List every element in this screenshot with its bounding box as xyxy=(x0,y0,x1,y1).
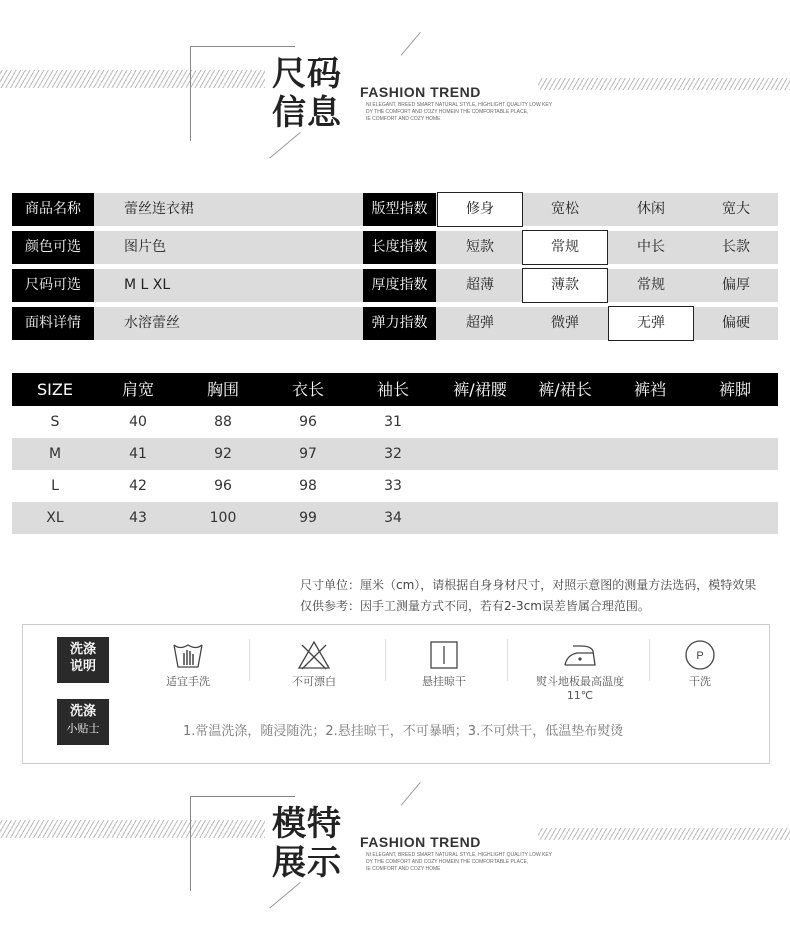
section-header-size-info xyxy=(0,30,790,190)
info-label: 商品名称 xyxy=(12,193,94,226)
size-cell: 96 xyxy=(214,478,232,494)
size-header-cell: SIZE xyxy=(37,380,73,399)
index-option-selected: 薄款 xyxy=(522,268,608,303)
size-cell: 32 xyxy=(384,446,402,462)
info-value: 水溶蕾丝 xyxy=(124,315,180,331)
index-option: 宽大 xyxy=(722,201,750,217)
size-header-cell: 裤脚 xyxy=(718,380,751,399)
size-cell: M xyxy=(48,446,62,462)
index-option: 偏厚 xyxy=(722,277,750,293)
decor-stripe-right xyxy=(538,828,790,840)
size-cell: 40 xyxy=(129,414,147,430)
care-label-text: 洗涤 xyxy=(69,642,96,657)
index-option: 超薄 xyxy=(466,277,494,293)
care-item-hang-dry xyxy=(399,639,489,689)
size-cell: 88 xyxy=(214,414,232,430)
header-title-line1: 模特 xyxy=(272,804,342,844)
index-label: 弹力指数 xyxy=(363,307,436,340)
size-table-row xyxy=(12,502,778,534)
small-text-line: IE COMFORT AND COZY HOME xyxy=(366,866,441,872)
index-option: 短款 xyxy=(466,239,494,255)
divider xyxy=(507,639,508,681)
svg-text:P: P xyxy=(696,650,704,662)
decor-stripe-right xyxy=(538,78,790,90)
info-label: 尺码可选 xyxy=(12,269,94,302)
info-value: 图片色 xyxy=(124,239,166,255)
divider xyxy=(649,639,650,681)
header-title-line2: 展示 xyxy=(272,843,342,883)
small-text-line: NI ELEGANT, BREED SMART NATURAL STYLE, HIGHLIGHT QUALITY LOW KEY xyxy=(366,102,553,108)
care-label-text: 洗涤 xyxy=(69,704,96,719)
size-header-cell: 衣长 xyxy=(291,380,324,399)
size-header-cell: 肩宽 xyxy=(121,380,154,399)
size-cell: 97 xyxy=(299,446,317,462)
size-header-cell: 裤/裙腰 xyxy=(453,380,507,399)
decor-diagonal-line xyxy=(401,782,421,806)
header-title-line2: 信息 xyxy=(272,93,342,133)
info-value: 蕾丝连衣裙 xyxy=(124,201,194,217)
size-header-cell: 裤/裙长 xyxy=(538,380,592,399)
size-cell: 99 xyxy=(299,510,317,526)
section-header-model-show xyxy=(0,780,790,928)
size-cell: XL xyxy=(46,510,64,526)
care-item-iron xyxy=(525,639,635,703)
care-item-text: 不可漂白 xyxy=(292,675,336,688)
info-row xyxy=(12,269,778,302)
size-table-row xyxy=(12,438,778,470)
index-option-selected: 常规 xyxy=(522,230,608,265)
size-cell: S xyxy=(50,414,60,430)
size-cell: 43 xyxy=(129,510,147,526)
size-header-cell: 胸围 xyxy=(206,380,239,399)
care-item-text: 干洗 xyxy=(689,675,711,688)
index-option-selected: 修身 xyxy=(437,192,523,227)
size-cell: 100 xyxy=(209,510,237,526)
index-label: 长度指数 xyxy=(363,231,436,264)
size-cell: 41 xyxy=(129,446,147,462)
iron-icon xyxy=(561,639,599,671)
header-subtitle: FASHION TREND xyxy=(360,84,481,100)
index-option: 偏硬 xyxy=(722,315,750,331)
small-text-line: IE COMFORT AND COZY HOME xyxy=(366,116,441,122)
size-header-cell: 袖长 xyxy=(376,380,409,399)
hang-dry-icon xyxy=(425,639,463,671)
decor-diagonal-line xyxy=(401,32,421,56)
size-cell: 96 xyxy=(299,414,317,430)
index-option: 微弹 xyxy=(551,315,579,331)
index-option: 休闲 xyxy=(637,201,665,217)
care-instructions-box xyxy=(22,624,770,764)
header-subtitle: FASHION TREND xyxy=(360,834,481,850)
size-cell: 92 xyxy=(214,446,232,462)
hand-wash-icon xyxy=(169,639,207,671)
small-text-line: NI ELEGANT, BREED SMART NATURAL STYLE, HIGHLIGHT QUALITY LOW KEY xyxy=(366,852,553,858)
care-label-wash xyxy=(57,637,109,683)
info-label: 面料详情 xyxy=(12,307,94,340)
size-table-row xyxy=(12,406,778,438)
care-item-hand-wash xyxy=(143,639,233,689)
size-header-cell: 裤裆 xyxy=(633,380,666,399)
size-note-line2: 仅供参考：因手工测量方式不同，若有2-3cm误差皆属合理范围。 xyxy=(300,599,650,613)
index-option: 宽松 xyxy=(551,201,579,217)
size-cell: L xyxy=(51,478,59,494)
care-label-text xyxy=(57,720,109,737)
index-option: 常规 xyxy=(637,277,665,293)
no-bleach-icon xyxy=(295,639,333,671)
index-label: 厚度指数 xyxy=(363,269,436,302)
index-option-selected: 无弹 xyxy=(608,306,694,341)
care-item-text: 悬挂晾干 xyxy=(422,675,466,688)
size-cell: 31 xyxy=(384,414,402,430)
header-small-text xyxy=(366,102,552,123)
size-cell: 34 xyxy=(384,510,402,526)
care-item-text: 熨斗地板最高温度11℃ xyxy=(536,675,624,702)
small-text-line: DY THE COMFORT AND COZY HOMEIN THE COMFORTABLE PLACE, xyxy=(366,859,529,865)
small-text-line: DY THE COMFORT AND COZY HOMEIN THE COMFORTABLE PLACE, xyxy=(366,109,529,115)
size-table-row xyxy=(12,470,778,502)
index-option: 长款 xyxy=(722,239,750,255)
header-title-line1: 尺码 xyxy=(272,54,342,94)
care-label-tips xyxy=(57,699,109,745)
header-small-text xyxy=(366,852,552,873)
info-label: 颜色可选 xyxy=(12,231,94,264)
size-note-line1: 尺寸单位：厘米（cm），请根据自身身材尺寸，对照示意图的测量方法选码，模特效果 xyxy=(300,578,757,592)
size-cell: 98 xyxy=(299,478,317,494)
dry-clean-icon xyxy=(681,639,719,671)
care-item-dry-clean xyxy=(655,639,745,689)
divider xyxy=(249,639,250,681)
size-table-header xyxy=(12,373,778,406)
index-label: 版型指数 xyxy=(363,193,436,226)
info-row xyxy=(12,307,778,340)
care-item-text: 适宜手洗 xyxy=(166,675,210,688)
care-item-no-bleach xyxy=(269,639,359,689)
info-row xyxy=(12,231,778,264)
size-cell: 42 xyxy=(129,478,147,494)
info-value: M L XL xyxy=(124,277,171,293)
care-label-small: 小贴士 xyxy=(66,722,100,735)
care-label-text: 说明 xyxy=(69,659,96,674)
divider xyxy=(385,639,386,681)
size-cell: 33 xyxy=(384,478,402,494)
index-option: 中长 xyxy=(637,239,665,255)
index-option: 超弹 xyxy=(466,315,494,331)
info-row xyxy=(12,193,778,226)
care-tip-text: 1.常温洗涤，随浸随洗；2.悬挂晾干，不可暴晒；3.不可烘干，低温垫布熨烫 xyxy=(183,724,624,739)
